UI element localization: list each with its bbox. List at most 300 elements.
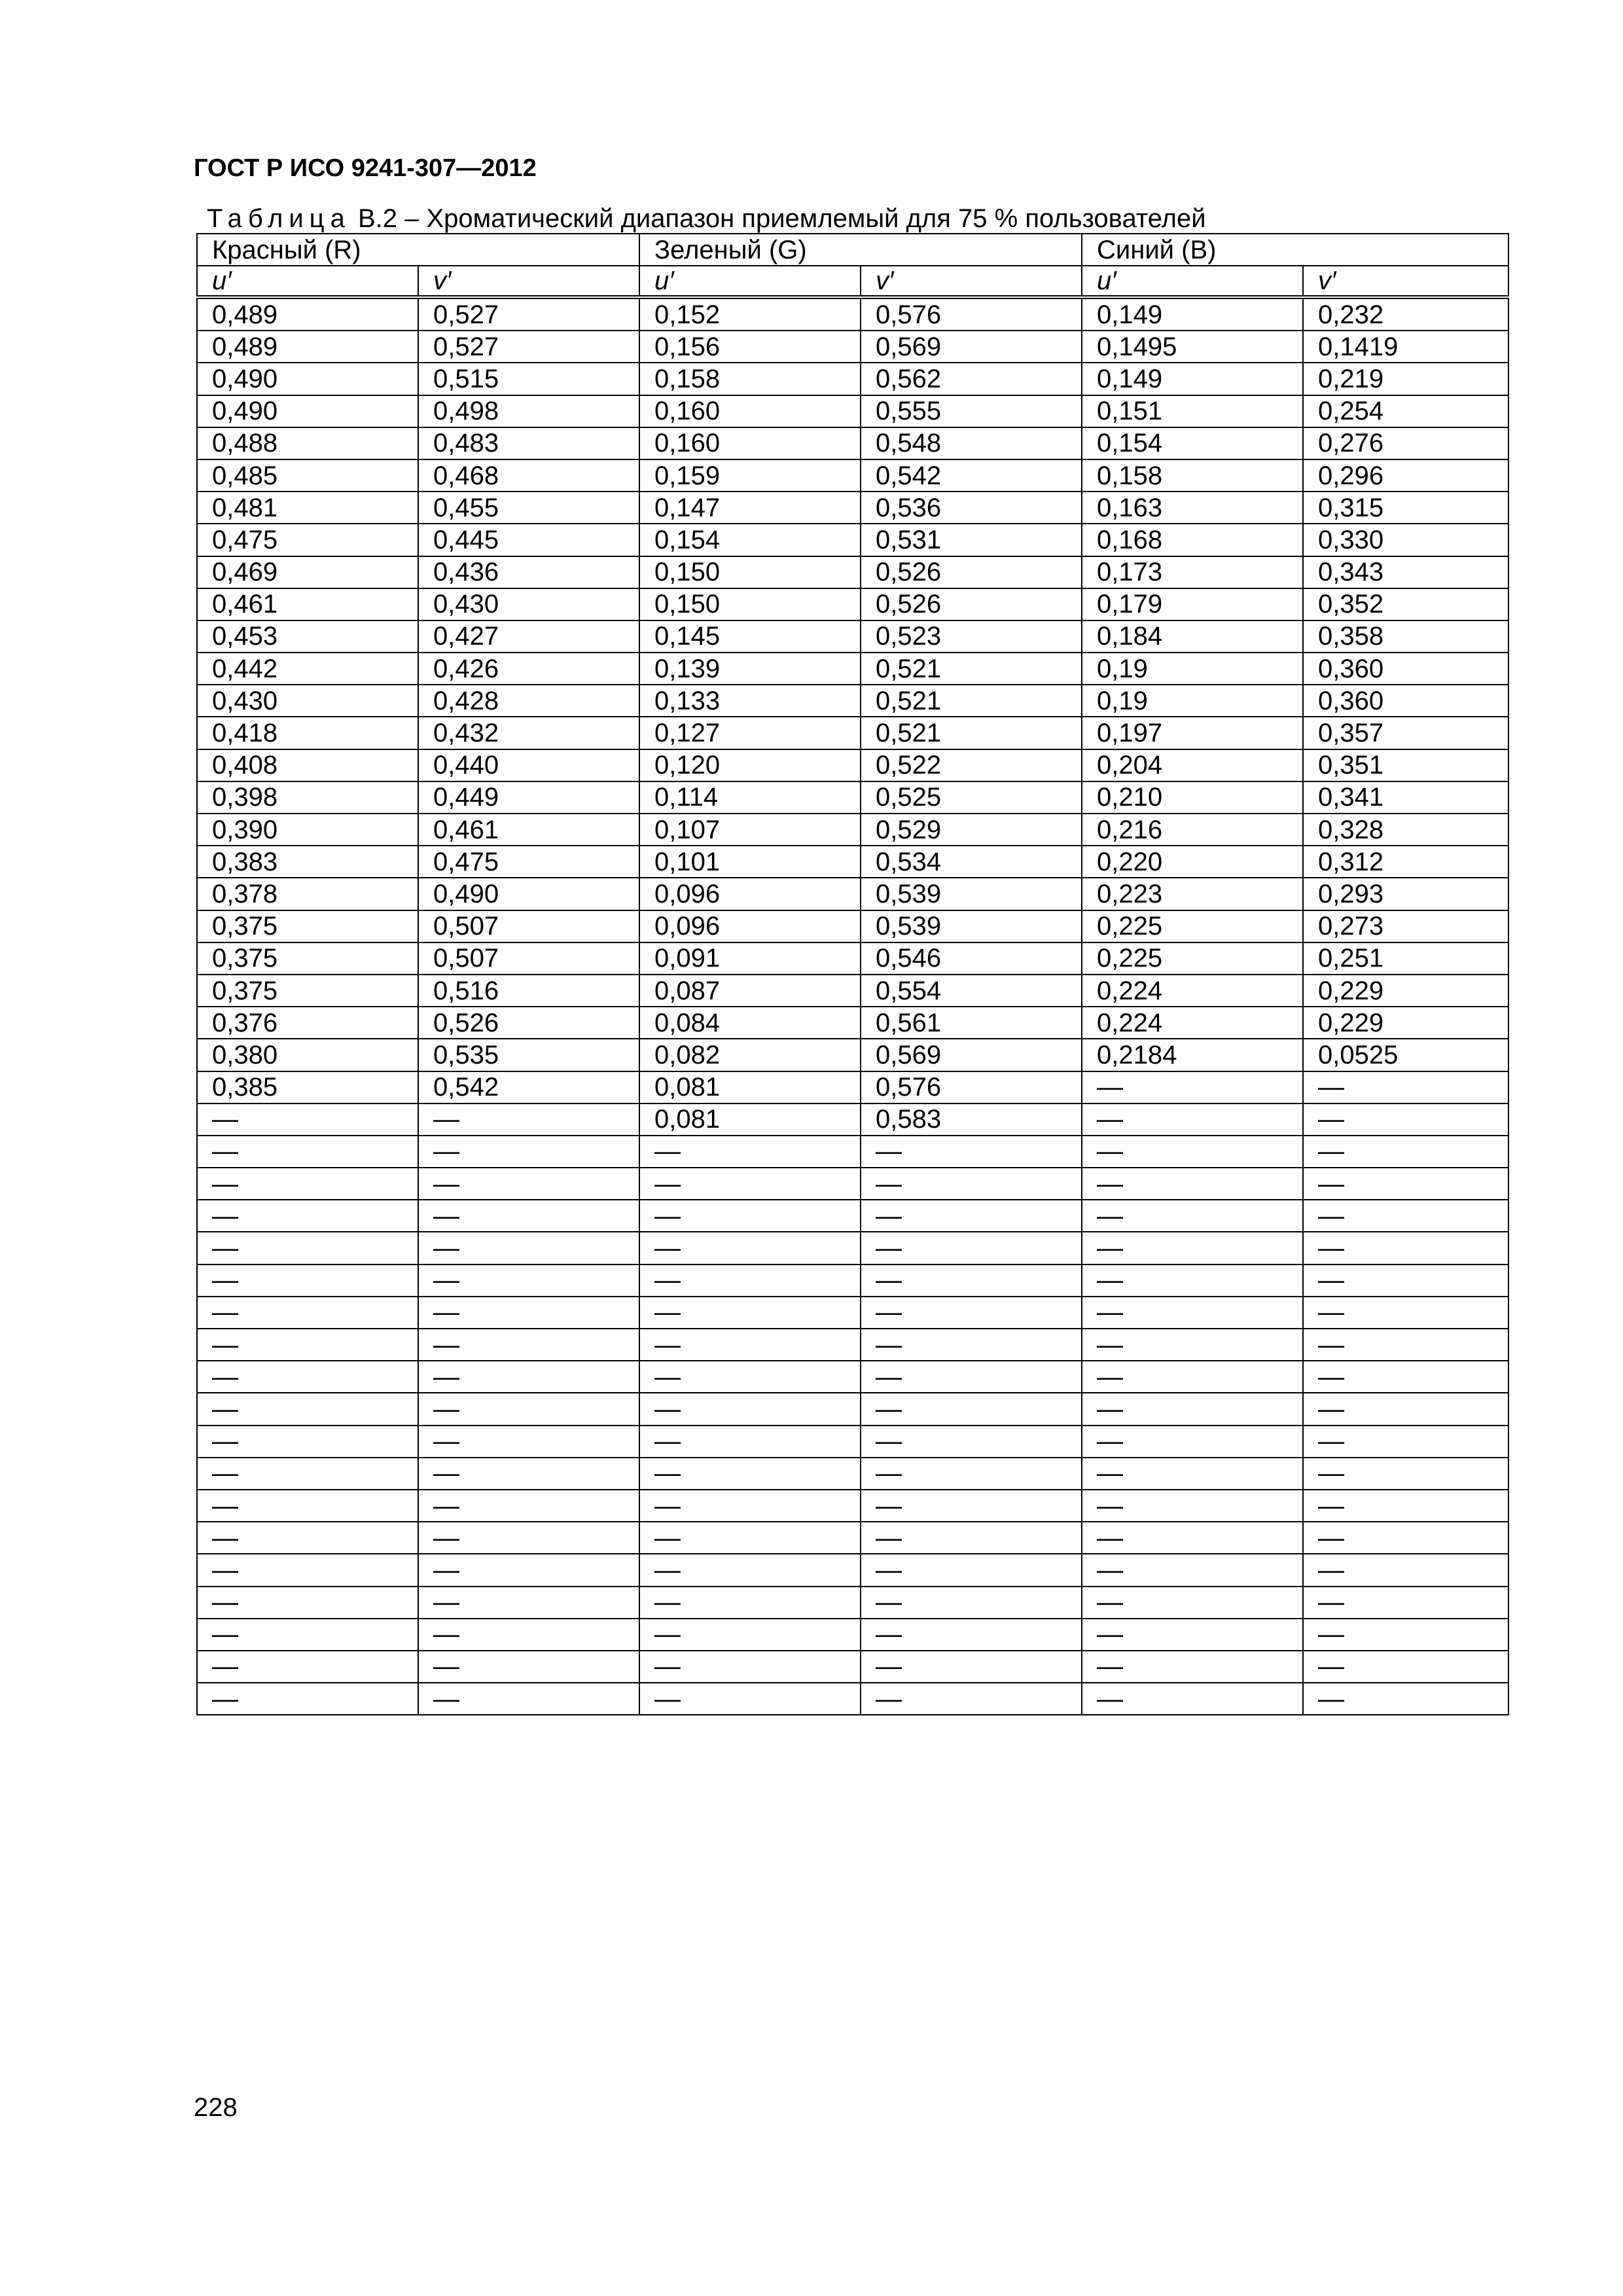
table-cell-blue-u: — xyxy=(1082,1265,1303,1297)
table-row xyxy=(197,1619,1508,1651)
table-cell-blue-v: 0,352 xyxy=(1303,588,1508,620)
table-row xyxy=(197,1361,1508,1393)
table-cell-green-u: — xyxy=(639,1554,861,1586)
table-cell-red-v: — xyxy=(418,1329,639,1361)
table-cell-red-u: — xyxy=(197,1683,418,1715)
table-cell-red-u: — xyxy=(197,1522,418,1554)
table-cell-blue-v: — xyxy=(1303,1522,1508,1554)
table-cell-blue-v: — xyxy=(1303,1168,1508,1200)
table-row xyxy=(197,1103,1508,1136)
table-cell-blue-u: 0,149 xyxy=(1082,363,1303,395)
table-cell-blue-v: — xyxy=(1303,1619,1508,1651)
table-cell-red-v: 0,428 xyxy=(418,685,639,717)
table-cell-blue-u: — xyxy=(1082,1554,1303,1586)
table-cell-green-u: — xyxy=(639,1619,861,1651)
table-cell-red-u: 0,376 xyxy=(197,1007,418,1039)
table-cell-blue-v: — xyxy=(1303,1683,1508,1715)
table-cell-red-v: — xyxy=(418,1426,639,1458)
table-cell-blue-u: 0,220 xyxy=(1082,846,1303,878)
table-cell-blue-v: — xyxy=(1303,1200,1508,1232)
table-cell-blue-u: 0,210 xyxy=(1082,781,1303,814)
table-cell-green-v: — xyxy=(861,1651,1082,1683)
table-cell-blue-v: — xyxy=(1303,1265,1508,1297)
table-cell-blue-u: — xyxy=(1082,1619,1303,1651)
table-cell-red-u: 0,475 xyxy=(197,524,418,556)
table-cell-red-u: — xyxy=(197,1232,418,1264)
table-cell-blue-u: 0,19 xyxy=(1082,653,1303,685)
table-cell-green-v: 0,534 xyxy=(861,846,1082,878)
table-cell-blue-u: 0,173 xyxy=(1082,556,1303,588)
table-cell-green-v: — xyxy=(861,1393,1082,1425)
table-cell-red-u: 0,461 xyxy=(197,588,418,620)
table-cell-blue-v: 0,328 xyxy=(1303,814,1508,846)
table-cell-red-u: — xyxy=(197,1426,418,1458)
table-row xyxy=(197,620,1508,653)
table-cell-green-v: 0,522 xyxy=(861,749,1082,781)
table-cell-green-u: 0,133 xyxy=(639,685,861,717)
group-header-green: Зеленый (G) xyxy=(639,234,1082,266)
table-cell-blue-u: — xyxy=(1082,1200,1303,1232)
table-cell-green-u: — xyxy=(639,1297,861,1329)
chromaticity-table xyxy=(196,233,1509,1715)
table-cell-red-v: — xyxy=(418,1297,639,1329)
table-cell-green-v: 0,548 xyxy=(861,427,1082,459)
table-cell-red-v: 0,490 xyxy=(418,878,639,910)
table-cell-red-v: 0,430 xyxy=(418,588,639,620)
table-cell-green-u: — xyxy=(639,1265,861,1297)
table-cell-green-u: — xyxy=(639,1426,861,1458)
table-row xyxy=(197,878,1508,910)
table-cell-green-v: — xyxy=(861,1232,1082,1264)
table-row xyxy=(197,427,1508,459)
table-cell-blue-v: 0,0525 xyxy=(1303,1039,1508,1071)
table-cell-green-v: 0,521 xyxy=(861,653,1082,685)
table-cell-red-u: 0,398 xyxy=(197,781,418,814)
table-cell-green-u: 0,147 xyxy=(639,492,861,524)
table-cell-red-u: 0,489 xyxy=(197,331,418,363)
table-cell-green-v: 0,536 xyxy=(861,492,1082,524)
table-cell-green-v: — xyxy=(861,1265,1082,1297)
table-cell-red-u: — xyxy=(197,1554,418,1586)
table-cell-green-v: 0,555 xyxy=(861,395,1082,427)
table-cell-blue-v: — xyxy=(1303,1071,1508,1103)
table-cell-green-v: 0,521 xyxy=(861,717,1082,749)
table-cell-green-v: — xyxy=(861,1554,1082,1586)
table-cell-green-v: 0,531 xyxy=(861,524,1082,556)
table-cell-red-v: 0,527 xyxy=(418,331,639,363)
table-cell-green-u: 0,087 xyxy=(639,975,861,1007)
table-cell-blue-u: 0,149 xyxy=(1082,297,1303,331)
table-row xyxy=(197,1136,1508,1168)
table-row xyxy=(197,1039,1508,1071)
table-cell-red-u: 0,453 xyxy=(197,620,418,653)
table-cell-red-v: 0,526 xyxy=(418,1007,639,1039)
table-cell-green-v: — xyxy=(861,1136,1082,1168)
table-cell-red-v: — xyxy=(418,1168,639,1200)
table-cell-green-u: 0,084 xyxy=(639,1007,861,1039)
table-row xyxy=(197,653,1508,685)
table-cell-green-u: 0,150 xyxy=(639,588,861,620)
table-cell-red-v: 0,455 xyxy=(418,492,639,524)
table-cell-red-u: — xyxy=(197,1393,418,1425)
table-cell-green-u: 0,139 xyxy=(639,653,861,685)
table-row xyxy=(197,1522,1508,1554)
table-cell-red-u: 0,485 xyxy=(197,459,418,492)
table-cell-red-v: — xyxy=(418,1200,639,1232)
table-cell-red-v: — xyxy=(418,1522,639,1554)
table-cell-green-v: 0,576 xyxy=(861,297,1082,331)
table-cell-green-v: — xyxy=(861,1200,1082,1232)
table-cell-blue-u: — xyxy=(1082,1136,1303,1168)
table-cell-red-v: 0,507 xyxy=(418,942,639,975)
table-cell-blue-u: 0,225 xyxy=(1082,910,1303,942)
table-cell-blue-u: 0,158 xyxy=(1082,459,1303,492)
table-cell-red-v: 0,542 xyxy=(418,1071,639,1103)
table-cell-green-v: 0,569 xyxy=(861,1039,1082,1071)
table-row xyxy=(197,1007,1508,1039)
table-cell-blue-u: — xyxy=(1082,1232,1303,1264)
table-cell-blue-v: 0,360 xyxy=(1303,653,1508,685)
subheader-red-v: v′ xyxy=(418,266,639,297)
table-cell-blue-u: — xyxy=(1082,1683,1303,1715)
table-row xyxy=(197,556,1508,588)
table-cell-blue-v: — xyxy=(1303,1490,1508,1522)
table-row xyxy=(197,331,1508,363)
table-cell-green-u: — xyxy=(639,1361,861,1393)
table-group-header-row xyxy=(197,234,1508,266)
table-row xyxy=(197,1651,1508,1683)
table-cell-red-u: 0,490 xyxy=(197,395,418,427)
table-cell-red-v: — xyxy=(418,1554,639,1586)
table-cell-green-u: 0,160 xyxy=(639,427,861,459)
table-cell-green-v: — xyxy=(861,1426,1082,1458)
table-cell-green-u: 0,160 xyxy=(639,395,861,427)
table-cell-blue-v: — xyxy=(1303,1297,1508,1329)
table-row xyxy=(197,846,1508,878)
table-row xyxy=(197,297,1508,331)
table-row xyxy=(197,975,1508,1007)
table-cell-green-u: 0,114 xyxy=(639,781,861,814)
table-cell-red-u: 0,375 xyxy=(197,942,418,975)
table-cell-blue-u: 0,204 xyxy=(1082,749,1303,781)
table-cell-green-v: 0,539 xyxy=(861,878,1082,910)
table-cell-green-u: — xyxy=(639,1458,861,1490)
table-cell-blue-u: 0,197 xyxy=(1082,717,1303,749)
table-cell-blue-u: — xyxy=(1082,1103,1303,1136)
table-cell-blue-v: — xyxy=(1303,1103,1508,1136)
table-cell-red-v: — xyxy=(418,1490,639,1522)
table-cell-red-u: — xyxy=(197,1297,418,1329)
table-cell-green-v: 0,554 xyxy=(861,975,1082,1007)
table-cell-green-v: 0,529 xyxy=(861,814,1082,846)
table-cell-red-u: — xyxy=(197,1329,418,1361)
table-cell-blue-v: 0,360 xyxy=(1303,685,1508,717)
table-cell-red-u: — xyxy=(197,1200,418,1232)
table-cell-blue-v: — xyxy=(1303,1393,1508,1425)
table-row xyxy=(197,749,1508,781)
table-cell-green-u: — xyxy=(639,1587,861,1619)
table-cell-blue-v: — xyxy=(1303,1651,1508,1683)
table-cell-red-v: 0,440 xyxy=(418,749,639,781)
table-cell-blue-u: 0,225 xyxy=(1082,942,1303,975)
table-cell-green-u: — xyxy=(639,1490,861,1522)
table-cell-blue-v: 0,276 xyxy=(1303,427,1508,459)
table-cell-red-v: — xyxy=(418,1393,639,1425)
table-cell-blue-u: — xyxy=(1082,1071,1303,1103)
table-cell-blue-u: 0,223 xyxy=(1082,878,1303,910)
table-cell-blue-v: 0,251 xyxy=(1303,942,1508,975)
table-cell-blue-u: 0,1495 xyxy=(1082,331,1303,363)
table-cell-green-v: 0,523 xyxy=(861,620,1082,653)
table-cell-blue-u: — xyxy=(1082,1426,1303,1458)
table-cell-green-u: 0,096 xyxy=(639,878,861,910)
table-cell-blue-v: 0,229 xyxy=(1303,975,1508,1007)
table-cell-green-u: 0,150 xyxy=(639,556,861,588)
table-row xyxy=(197,814,1508,846)
table-cell-green-v: — xyxy=(861,1522,1082,1554)
table-cell-green-u: 0,120 xyxy=(639,749,861,781)
table-cell-red-v: 0,449 xyxy=(418,781,639,814)
table-cell-red-u: 0,380 xyxy=(197,1039,418,1071)
table-cell-green-u: 0,096 xyxy=(639,910,861,942)
table-cell-green-u: — xyxy=(639,1232,861,1264)
table-cell-red-u: — xyxy=(197,1458,418,1490)
table-cell-green-v: 0,561 xyxy=(861,1007,1082,1039)
table-cell-red-u: — xyxy=(197,1619,418,1651)
table-cell-green-u: 0,081 xyxy=(639,1071,861,1103)
table-cell-blue-v: 0,232 xyxy=(1303,297,1508,331)
table-caption-word: Таблица xyxy=(207,204,351,233)
table-cell-blue-v: — xyxy=(1303,1426,1508,1458)
table-cell-red-u: 0,375 xyxy=(197,975,418,1007)
table-cell-green-u: 0,159 xyxy=(639,459,861,492)
table-cell-red-u: 0,481 xyxy=(197,492,418,524)
table-cell-green-u: — xyxy=(639,1200,861,1232)
group-header-blue: Синий (B) xyxy=(1082,234,1508,266)
table-cell-red-v: 0,445 xyxy=(418,524,639,556)
table-cell-blue-v: 0,312 xyxy=(1303,846,1508,878)
table-cell-red-u: — xyxy=(197,1490,418,1522)
table-cell-red-v: 0,426 xyxy=(418,653,639,685)
table-cell-green-u: — xyxy=(639,1393,861,1425)
table-cell-blue-v: 0,219 xyxy=(1303,363,1508,395)
table-cell-red-v: — xyxy=(418,1361,639,1393)
table-cell-blue-u: — xyxy=(1082,1361,1303,1393)
table-cell-blue-u: 0,151 xyxy=(1082,395,1303,427)
subheader-blue-u: u′ xyxy=(1082,266,1303,297)
table-cell-blue-v: 0,341 xyxy=(1303,781,1508,814)
table-row xyxy=(197,942,1508,975)
table-cell-blue-u: — xyxy=(1082,1651,1303,1683)
table-cell-red-u: — xyxy=(197,1265,418,1297)
table-row xyxy=(197,717,1508,749)
table-cell-red-v: — xyxy=(418,1458,639,1490)
table-cell-red-v: 0,468 xyxy=(418,459,639,492)
table-cell-green-v: 0,539 xyxy=(861,910,1082,942)
table-cell-red-u: 0,430 xyxy=(197,685,418,717)
subheader-green-v: v′ xyxy=(861,266,1082,297)
table-cell-blue-u: 0,19 xyxy=(1082,685,1303,717)
table-cell-red-v: — xyxy=(418,1619,639,1651)
table-cell-blue-v: 0,330 xyxy=(1303,524,1508,556)
table-cell-blue-u: 0,2184 xyxy=(1082,1039,1303,1071)
table-cell-blue-u: 0,224 xyxy=(1082,975,1303,1007)
table-cell-green-v: 0,521 xyxy=(861,685,1082,717)
table-cell-blue-v: — xyxy=(1303,1554,1508,1586)
table-cell-red-v: 0,436 xyxy=(418,556,639,588)
subheader-red-u: u′ xyxy=(197,266,418,297)
table-cell-red-v: 0,515 xyxy=(418,363,639,395)
table-row xyxy=(197,781,1508,814)
table-cell-green-v: 0,569 xyxy=(861,331,1082,363)
table-cell-blue-v: — xyxy=(1303,1458,1508,1490)
table-cell-blue-u: 0,184 xyxy=(1082,620,1303,653)
table-row xyxy=(197,459,1508,492)
table-cell-red-u: 0,488 xyxy=(197,427,418,459)
table-cell-blue-v: — xyxy=(1303,1136,1508,1168)
table-cell-green-u: — xyxy=(639,1329,861,1361)
table-cell-red-v: — xyxy=(418,1232,639,1264)
table-cell-green-v: — xyxy=(861,1329,1082,1361)
table-cell-red-v: 0,516 xyxy=(418,975,639,1007)
table-cell-red-u: 0,378 xyxy=(197,878,418,910)
table-row xyxy=(197,910,1508,942)
table-cell-blue-v: — xyxy=(1303,1361,1508,1393)
table-row xyxy=(197,1297,1508,1329)
table-cell-green-u: 0,152 xyxy=(639,297,861,331)
table-row xyxy=(197,1458,1508,1490)
table-cell-green-v: 0,526 xyxy=(861,588,1082,620)
table-cell-red-u: 0,442 xyxy=(197,653,418,685)
table-cell-blue-u: — xyxy=(1082,1393,1303,1425)
table-cell-green-u: — xyxy=(639,1651,861,1683)
table-cell-green-u: 0,156 xyxy=(639,331,861,363)
table-row xyxy=(197,1071,1508,1103)
table-cell-red-v: — xyxy=(418,1136,639,1168)
table-cell-green-v: 0,576 xyxy=(861,1071,1082,1103)
table-cell-red-v: — xyxy=(418,1265,639,1297)
table-cell-green-u: — xyxy=(639,1168,861,1200)
table-cell-red-v: 0,432 xyxy=(418,717,639,749)
table-cell-blue-u: — xyxy=(1082,1490,1303,1522)
table-cell-red-u: — xyxy=(197,1168,418,1200)
table-cell-green-v: — xyxy=(861,1458,1082,1490)
table-subheader-row xyxy=(197,266,1508,297)
table-cell-green-u: 0,082 xyxy=(639,1039,861,1071)
table-row xyxy=(197,588,1508,620)
table-row xyxy=(197,1200,1508,1232)
table-cell-red-v: — xyxy=(418,1651,639,1683)
table-cell-green-v: 0,562 xyxy=(861,363,1082,395)
table-cell-blue-v: 0,293 xyxy=(1303,878,1508,910)
table-cell-blue-v: 0,351 xyxy=(1303,749,1508,781)
table-cell-red-v: — xyxy=(418,1587,639,1619)
table-row xyxy=(197,1265,1508,1297)
table-cell-red-u: 0,375 xyxy=(197,910,418,942)
table-cell-green-v: 0,526 xyxy=(861,556,1082,588)
table-cell-green-v: 0,546 xyxy=(861,942,1082,975)
table-cell-green-u: 0,107 xyxy=(639,814,861,846)
table-cell-red-u: 0,385 xyxy=(197,1071,418,1103)
table-cell-red-u: 0,490 xyxy=(197,363,418,395)
table-cell-green-v: — xyxy=(861,1683,1082,1715)
table-row xyxy=(197,1587,1508,1619)
table-cell-green-u: — xyxy=(639,1136,861,1168)
table-row xyxy=(197,524,1508,556)
table-cell-green-v: — xyxy=(861,1297,1082,1329)
table-row xyxy=(197,1490,1508,1522)
table-row xyxy=(197,395,1508,427)
table-row xyxy=(197,685,1508,717)
table-row xyxy=(197,1554,1508,1586)
table-cell-red-v: — xyxy=(418,1103,639,1136)
table-caption xyxy=(207,203,1206,234)
subheader-blue-v: v′ xyxy=(1303,266,1508,297)
table-caption-text: В.2 – Хроматический диапазон приемлемый для 75 % пользователей xyxy=(357,204,1206,233)
table-cell-blue-v: — xyxy=(1303,1329,1508,1361)
table-cell-blue-v: 0,315 xyxy=(1303,492,1508,524)
table-cell-blue-u: 0,216 xyxy=(1082,814,1303,846)
table-cell-red-u: 0,418 xyxy=(197,717,418,749)
table-cell-green-v: — xyxy=(861,1490,1082,1522)
table-cell-blue-v: 0,229 xyxy=(1303,1007,1508,1039)
table-cell-blue-v: — xyxy=(1303,1232,1508,1264)
table-cell-red-v: 0,483 xyxy=(418,427,639,459)
table-cell-blue-u: 0,224 xyxy=(1082,1007,1303,1039)
table-cell-green-v: 0,583 xyxy=(861,1103,1082,1136)
table-cell-green-u: 0,101 xyxy=(639,846,861,878)
table-cell-red-u: 0,489 xyxy=(197,297,418,331)
table-row xyxy=(197,1168,1508,1200)
table-cell-green-v: 0,525 xyxy=(861,781,1082,814)
table-cell-green-v: — xyxy=(861,1168,1082,1200)
table-cell-blue-u: — xyxy=(1082,1587,1303,1619)
table-cell-blue-v: 0,357 xyxy=(1303,717,1508,749)
table-cell-green-u: 0,154 xyxy=(639,524,861,556)
table-cell-blue-v: 0,343 xyxy=(1303,556,1508,588)
table-cell-red-u: — xyxy=(197,1587,418,1619)
table-cell-red-v: 0,507 xyxy=(418,910,639,942)
table-cell-blue-u: — xyxy=(1082,1329,1303,1361)
table-cell-red-u: 0,390 xyxy=(197,814,418,846)
table-cell-blue-v: 0,358 xyxy=(1303,620,1508,653)
table-cell-red-v: 0,498 xyxy=(418,395,639,427)
table-cell-red-v: 0,475 xyxy=(418,846,639,878)
table-cell-blue-u: 0,179 xyxy=(1082,588,1303,620)
table-cell-blue-u: — xyxy=(1082,1522,1303,1554)
table-cell-green-u: 0,127 xyxy=(639,717,861,749)
table-cell-blue-u: 0,168 xyxy=(1082,524,1303,556)
table-cell-red-u: — xyxy=(197,1651,418,1683)
table-cell-blue-v: — xyxy=(1303,1587,1508,1619)
table-row xyxy=(197,1683,1508,1715)
table-cell-red-v: 0,527 xyxy=(418,297,639,331)
table-cell-green-u: — xyxy=(639,1522,861,1554)
table-cell-blue-u: — xyxy=(1082,1297,1303,1329)
table-cell-green-v: — xyxy=(861,1619,1082,1651)
table-cell-green-u: 0,158 xyxy=(639,363,861,395)
table-cell-blue-v: 0,296 xyxy=(1303,459,1508,492)
table-cell-red-v: 0,535 xyxy=(418,1039,639,1071)
table-cell-blue-u: — xyxy=(1082,1458,1303,1490)
table-cell-green-u: 0,081 xyxy=(639,1103,861,1136)
table-cell-blue-v: 0,254 xyxy=(1303,395,1508,427)
table-cell-green-u: — xyxy=(639,1683,861,1715)
table-cell-blue-v: 0,273 xyxy=(1303,910,1508,942)
table-row xyxy=(197,1426,1508,1458)
table-body xyxy=(197,297,1508,1715)
document-header: ГОСТ Р ИСО 9241-307—2012 xyxy=(194,154,537,182)
